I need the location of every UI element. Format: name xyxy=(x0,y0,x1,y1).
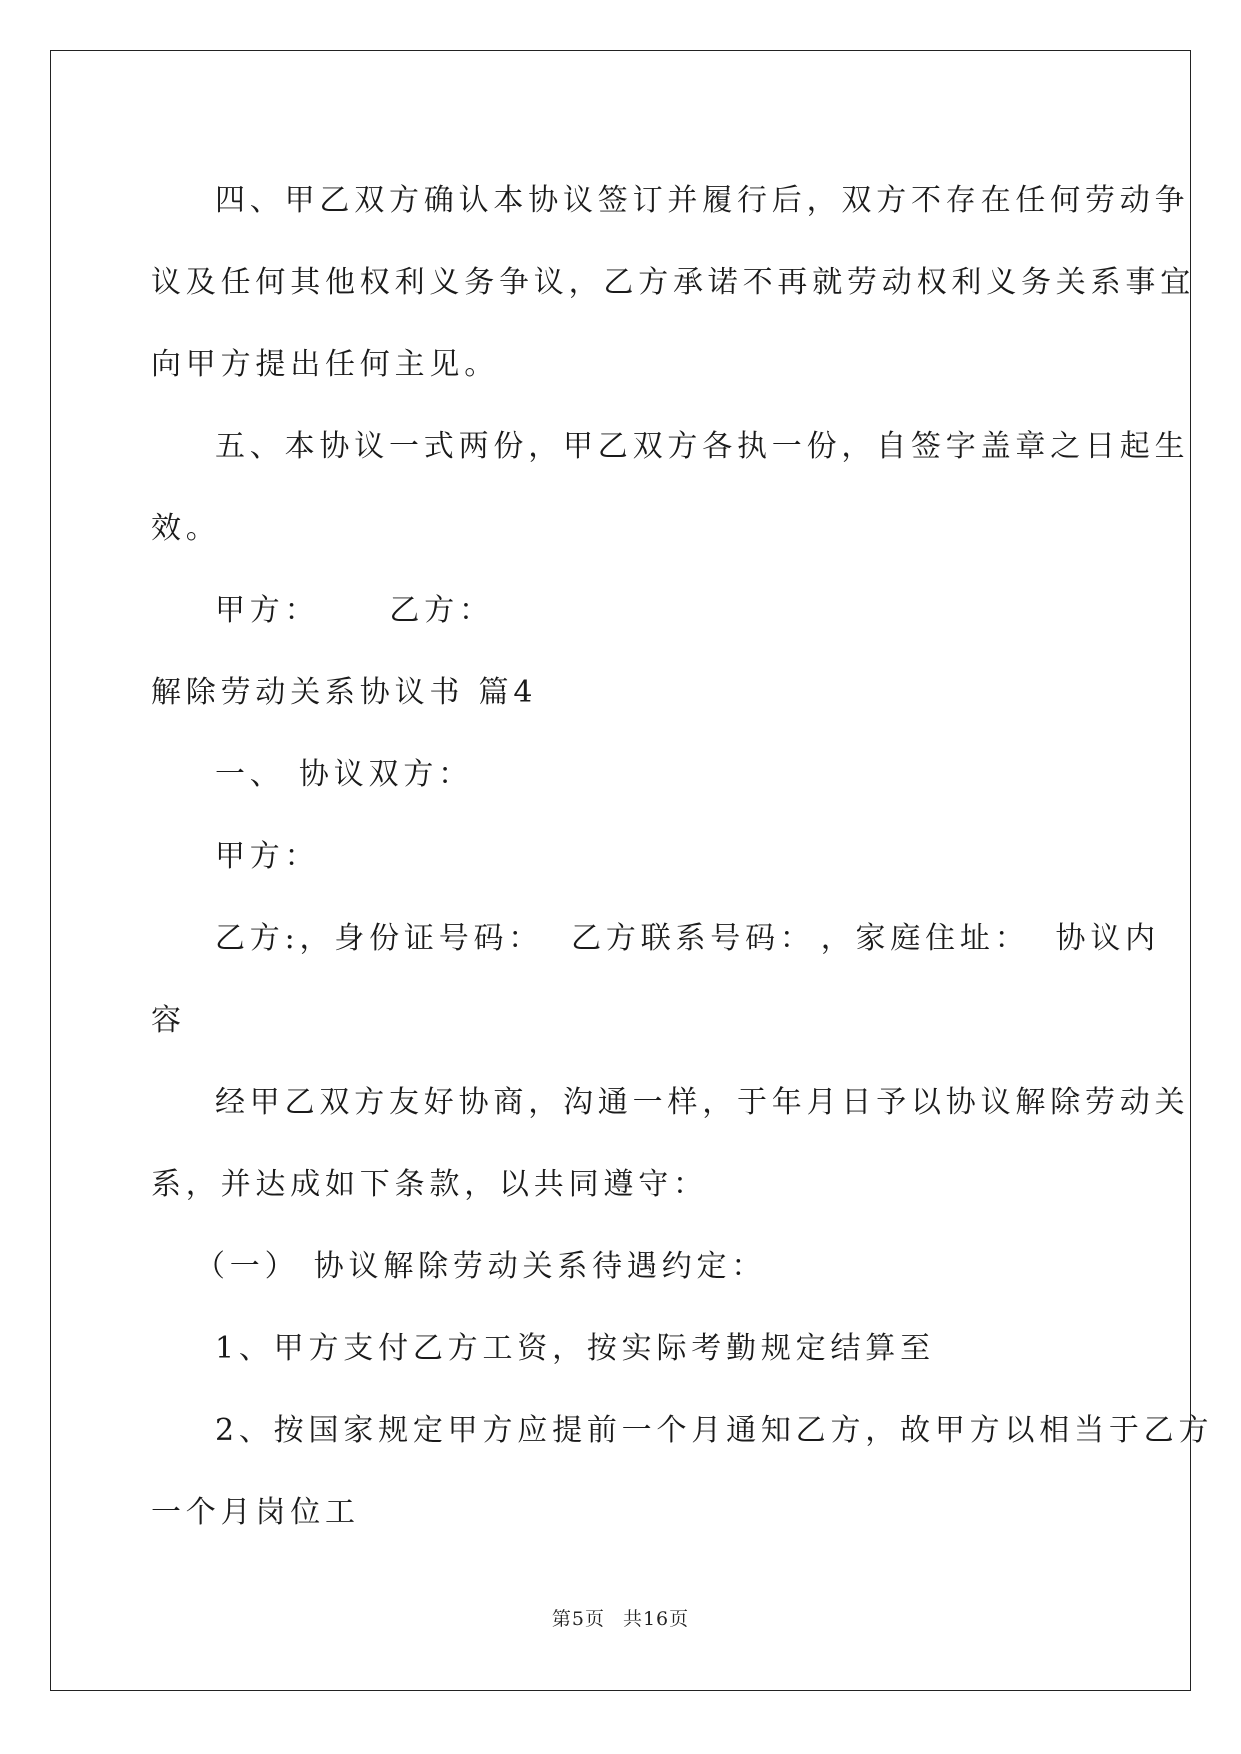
paragraph-line: 容 xyxy=(151,1003,186,1038)
party-b-info-line xyxy=(151,898,1160,980)
page-number: 第5页 xyxy=(551,1608,605,1630)
paragraph-line: 甲方： xyxy=(215,839,320,874)
paragraph-line: 向甲方提出任何主见。 xyxy=(151,347,499,382)
paragraph-line: 2、按国家规定甲方应提前一个月通知乙方，故甲方以相当于乙方 xyxy=(215,1413,1214,1448)
paragraph-line: 效。 xyxy=(151,511,221,546)
party-b-label: 乙方： xyxy=(389,593,494,628)
paragraph-line: 一个月岗位工 xyxy=(151,1495,360,1530)
document-body xyxy=(151,160,1214,1554)
page-total: 共16页 xyxy=(622,1608,690,1630)
party-a-label: 甲方： xyxy=(215,593,320,628)
page-footer xyxy=(0,1604,1241,1631)
id-number-label: 乙方:，身份证号码： xyxy=(215,921,544,956)
address-label: ，家庭住址： xyxy=(820,921,1030,956)
paragraph-line: 经甲乙双方友好协商，沟通一样，于年月日予以协议解除劳动关 xyxy=(215,1085,1190,1120)
paragraph-line: 1、甲方支付乙方工资，按实际考勤规定结算至 xyxy=(215,1331,935,1366)
paragraph-line: 四、甲乙双方确认本协议签订并履行后，双方不存在任何劳动争 xyxy=(215,183,1190,218)
paragraph-line: 一、 协议双方： xyxy=(215,757,473,792)
section-heading: 解除劳动关系协议书 篇4 xyxy=(151,675,538,710)
agreement-content-label: 协议内 xyxy=(1055,921,1160,956)
paragraph-line: 系，并达成如下条款，以共同遵守： xyxy=(151,1167,708,1202)
contact-number-label: 乙方联系号码： xyxy=(571,921,815,956)
paragraph-line: 议及任何其他权利义务争议，乙方承诺不再就劳动权利义务关系事宜 xyxy=(151,265,1195,300)
paragraph-line: 五、本协议一式两份，甲乙双方各执一份，自签字盖章之日起生 xyxy=(215,429,1190,464)
subsection-heading: （一） 协议解除劳动关系待遇约定： xyxy=(195,1249,767,1284)
signature-line xyxy=(151,570,1086,652)
